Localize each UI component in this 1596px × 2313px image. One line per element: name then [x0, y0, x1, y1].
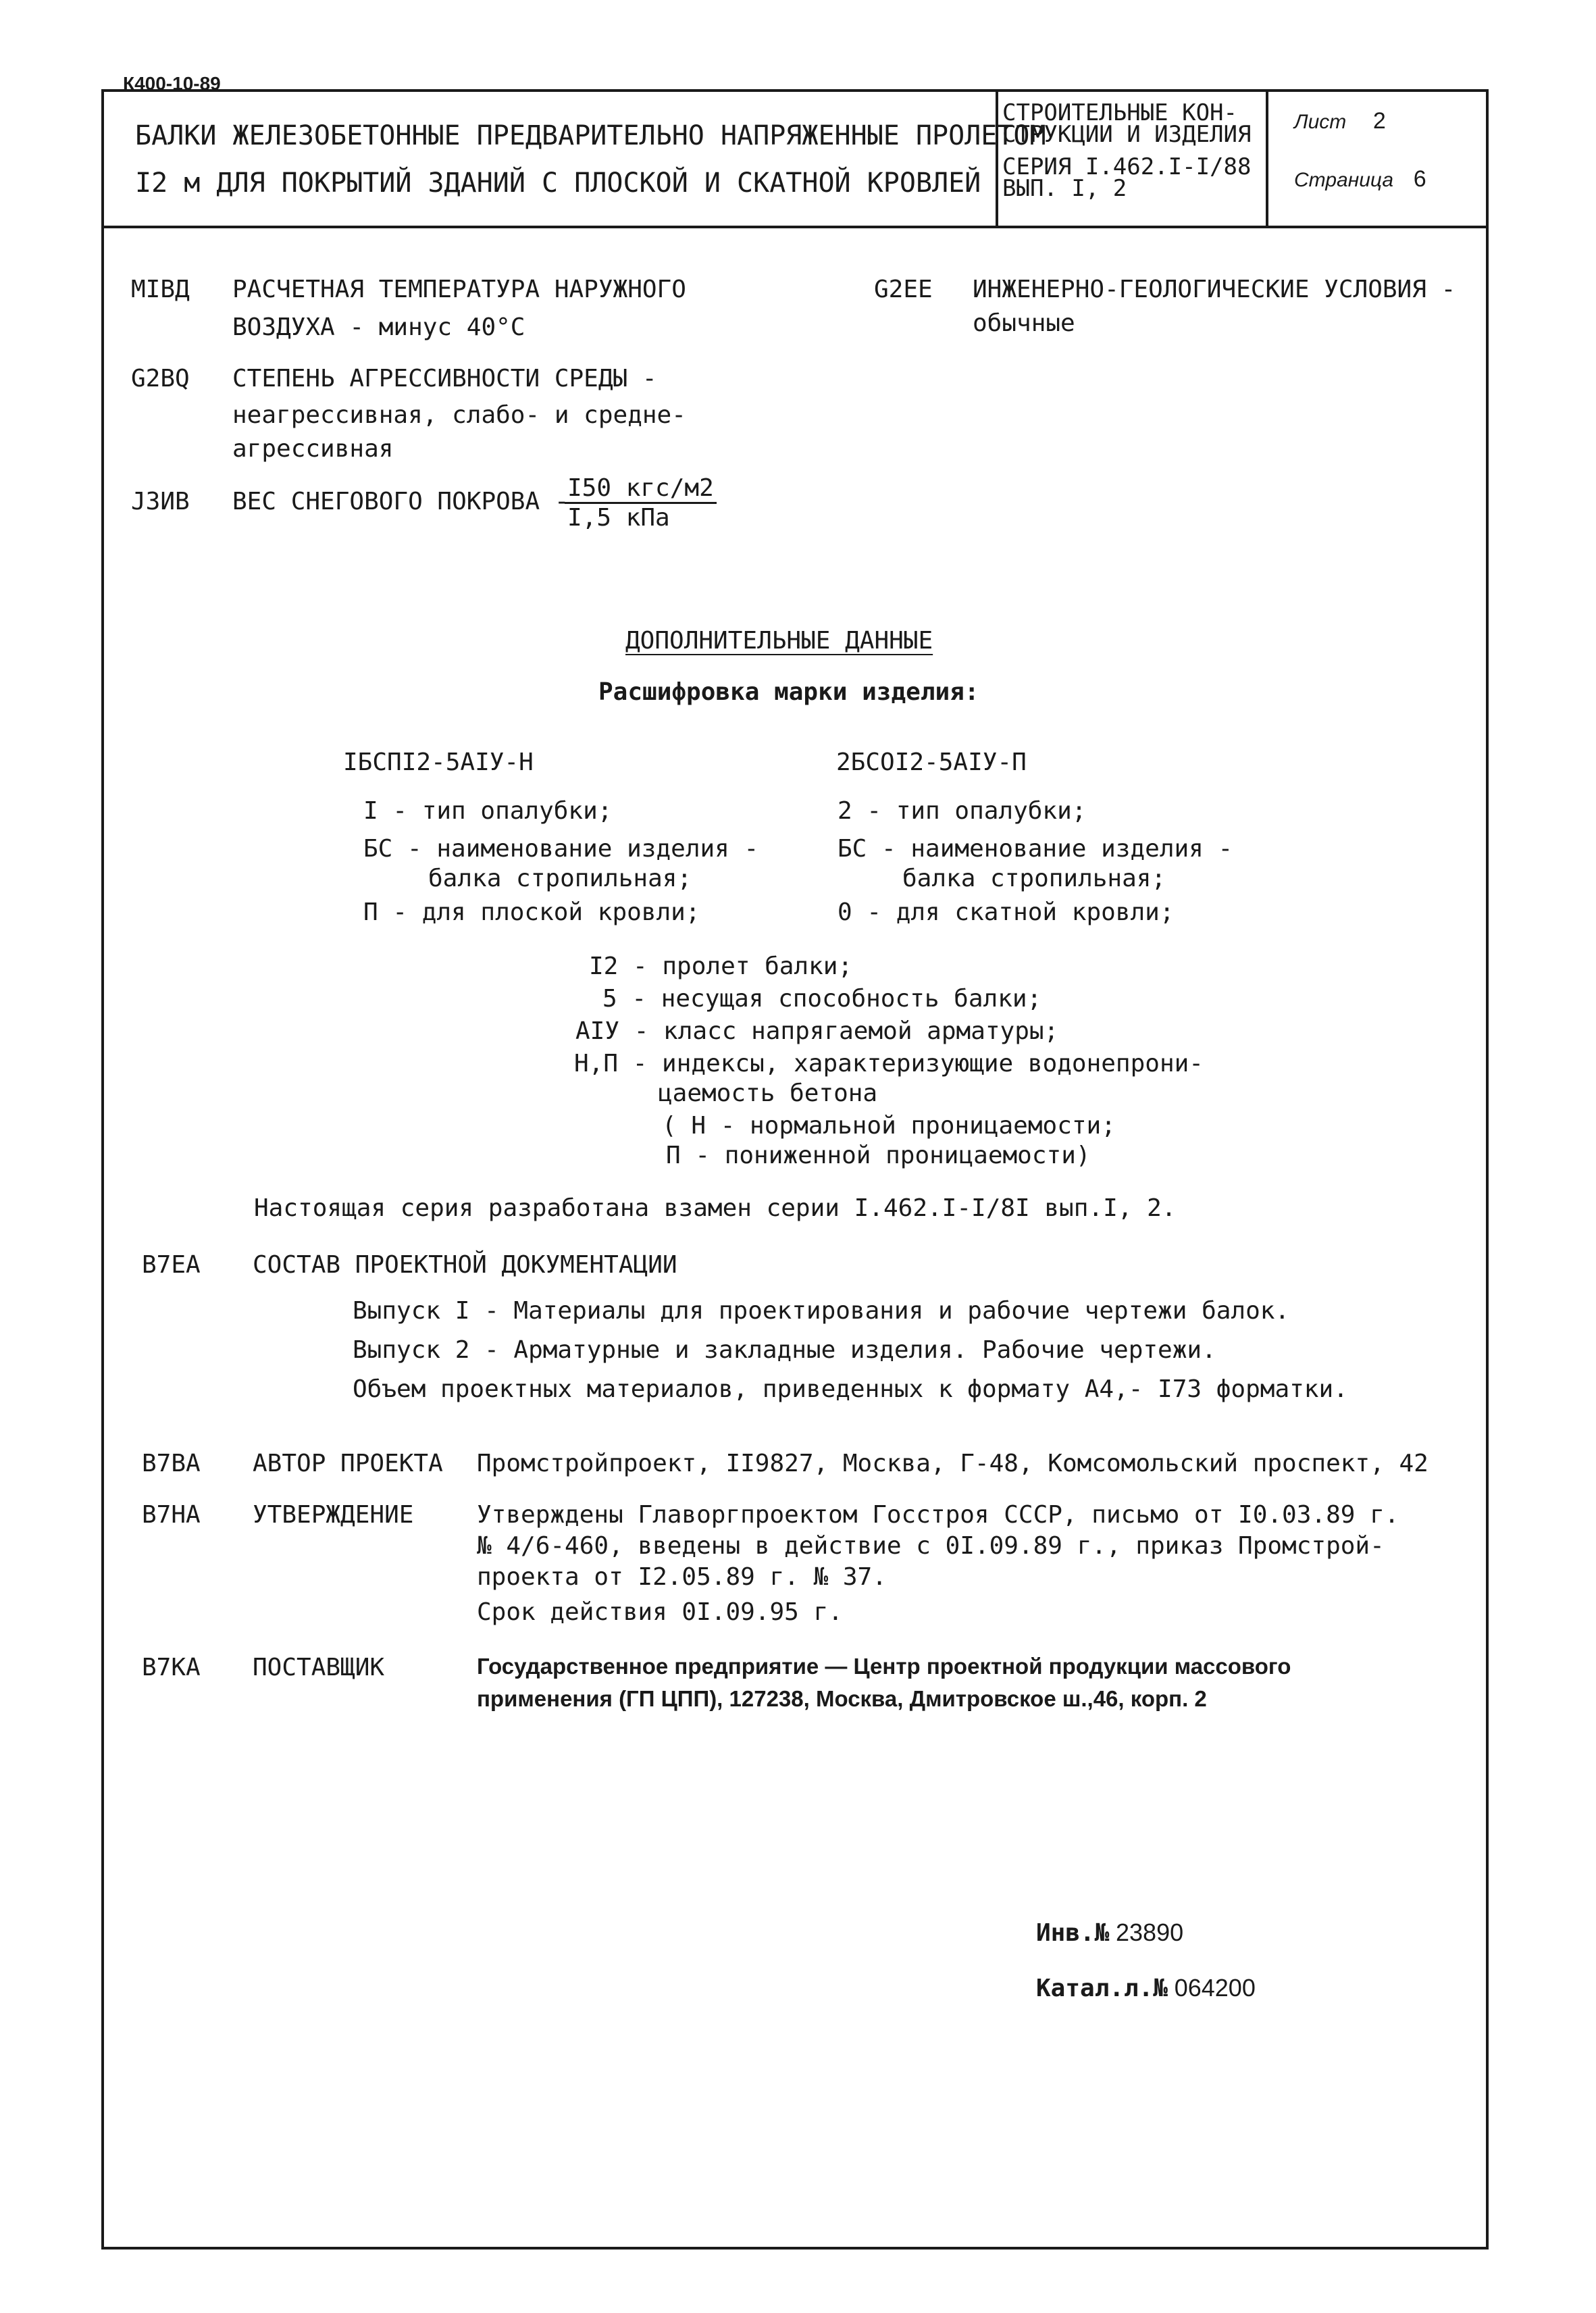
series-line-1: СТРОИТЕЛЬНЫЕ КОН- — [1002, 99, 1237, 126]
page-value: 6 — [1413, 166, 1426, 192]
common-mark-line: ( Н - нормальной проницаемости; — [662, 1112, 1116, 1140]
author-label: АВТОР ПРОЕКТА — [253, 1450, 443, 1477]
mark-example-1: IБСПI2-5AIУ-Н — [343, 748, 534, 776]
approval-line: проекта от I2.05.89 г. № 37. — [477, 1563, 887, 1591]
mark1-line: П - для плоской кровли; — [363, 898, 700, 926]
sheet-number — [1294, 108, 1386, 134]
catalog-value: 064200 — [1174, 1974, 1256, 2002]
series-line-3: СЕРИЯ I.462.I-I/88 — [1002, 153, 1252, 180]
common-mark-line: П - пониженной проницаемости) — [666, 1142, 1091, 1169]
composition-code: В7ЕА — [142, 1251, 201, 1279]
aggressiveness-line-2: неагрессивная, слабо- и средне- — [232, 401, 686, 429]
mark1-line: I - тип опалубки; — [363, 797, 613, 825]
sheet-label: Лист — [1294, 111, 1347, 133]
page-number — [1294, 166, 1426, 193]
title-block-divider — [1266, 89, 1268, 228]
replaces-series: Настоящая серия разработана взамен серии I.462.I-I/8I вып.I, 2. — [254, 1194, 1177, 1222]
author-value: Промстройпроект, II9827, Москва, Г-48, Комсомольский проспект, 42 — [477, 1450, 1428, 1477]
temperature-code: МIВД — [131, 276, 190, 303]
author-code: В7ВА — [142, 1450, 201, 1477]
page-label: Страница — [1294, 169, 1394, 191]
supplier-line: Государственное предприятие — Центр проектной продукции массового — [477, 1654, 1291, 1679]
geology-line-2: обычные — [973, 309, 1075, 337]
geology-line-1: ИНЖЕНЕРНО-ГЕОЛОГИЧЕСКИЕ УСЛОВИЯ - — [973, 276, 1456, 303]
approval-validity: Срок действия 0I.09.95 г. — [477, 1598, 843, 1626]
mark2-line: 2 - тип опалубки; — [838, 797, 1087, 825]
title-block-divider — [996, 89, 998, 228]
title-block — [101, 89, 1489, 228]
composition-line: Выпуск 2 - Арматурные и закладные изделия. Рабочие чертежи. — [353, 1336, 1216, 1364]
additional-data-heading: ДОПОЛНИТЕЛЬНЫЕ ДАННЫЕ — [625, 627, 933, 655]
common-mark-line: I2 - пролет балки; — [589, 952, 853, 980]
mark1-line: балка стропильная; — [428, 865, 692, 892]
composition-line: Объем проектных материалов, приведенных к формату А4,- I73 форматки. — [353, 1375, 1348, 1403]
snow-code: J3ИВ — [131, 488, 190, 515]
approval-code: В7НА — [142, 1501, 201, 1529]
document-title-line-2: I2 м ДЛЯ ПОКРЫТИЙ ЗДАНИЙ С ПЛОСКОЙ И СКАТНОЙ КРОВЛЕЙ — [135, 168, 981, 199]
document-title-line-1: БАЛКИ ЖЕЛЕЗОБЕТОННЫЕ ПРЕДВАРИТЕЛЬНО НАПРЯЖЕННЫЕ ПРОЛЕТОМ — [135, 120, 1046, 151]
aggressiveness-line-1: СТЕПЕНЬ АГРЕССИВНОСТИ СРЕДЫ - — [232, 365, 657, 392]
common-mark-line: AIУ - класс напрягаемой арматуры; — [575, 1017, 1059, 1045]
snow-load-kpa: I,5 кПа — [567, 504, 670, 532]
approval-line: № 4/6-460, введены в действие с 0I.09.89 г., приказ Промстрой- — [477, 1532, 1385, 1560]
mark2-line: БС - наименование изделия - — [838, 835, 1233, 863]
approval-label: УТВЕРЖДЕНИЕ — [253, 1501, 414, 1529]
mark-decoding-heading: Расшифровка марки изделия: — [598, 678, 979, 706]
composition-line: Выпуск I - Материалы для проектирования и рабочие чертежи балок. — [353, 1297, 1290, 1325]
snow-load-kgf: I50 кгс/м2 — [565, 474, 717, 504]
catalog-sheet-number — [1036, 1974, 1256, 2002]
mark1-line: БС - наименование изделия - — [363, 835, 759, 863]
common-mark-line: Н,П - индексы, характеризующие водонепрони- — [574, 1050, 1204, 1077]
supplier-line: применения (ГП ЦПП), 127238, Москва, Дмитровское ш.,46, корп. 2 — [477, 1686, 1207, 1711]
snow-label: ВЕС СНЕГОВОГО ПОКРОВА - — [232, 488, 569, 515]
common-mark-line: 5 - несущая способность балки; — [602, 985, 1042, 1013]
supplier-label: ПОСТАВЩИК — [253, 1654, 385, 1681]
common-mark-line: цаемость бетона — [658, 1079, 878, 1107]
series-line-4: ВЫП. I, 2 — [1002, 175, 1127, 202]
inventory-number — [1036, 1918, 1183, 1947]
catalog-label: Катал.л.№ — [1036, 1975, 1168, 2002]
approval-line: Утверждены Главоргпроектом Госстроя СССР, письмо от I0.03.89 г. — [477, 1501, 1399, 1529]
aggressiveness-code: G2ВQ — [131, 365, 190, 392]
mark-example-2: 2БСОI2-5AIУ-П — [836, 748, 1027, 776]
temperature-line-2: ВОЗДУХА - минус 40°С — [232, 313, 525, 341]
supplier-code: В7КА — [142, 1654, 201, 1681]
sheet-value: 2 — [1372, 108, 1386, 134]
temperature-line-1: РАСЧЕТНАЯ ТЕМПЕРАТУРА НАРУЖНОГО — [232, 276, 686, 303]
mark2-line: 0 - для скатной кровли; — [838, 898, 1175, 926]
mark2-line: балка стропильная; — [902, 865, 1166, 892]
aggressiveness-line-3: агрессивная — [232, 435, 394, 463]
geology-code: G2ЕЕ — [874, 276, 933, 303]
document-code: К400-10-89 — [123, 73, 221, 94]
inventory-value: 23890 — [1116, 1918, 1184, 1946]
composition-heading: СОСТАВ ПРОЕКТНОЙ ДОКУМЕНТАЦИИ — [253, 1251, 677, 1279]
inventory-label: Инв.№ — [1036, 1919, 1110, 1947]
series-line-2: СТРУКЦИИ И ИЗДЕЛИЯ — [1002, 121, 1252, 148]
